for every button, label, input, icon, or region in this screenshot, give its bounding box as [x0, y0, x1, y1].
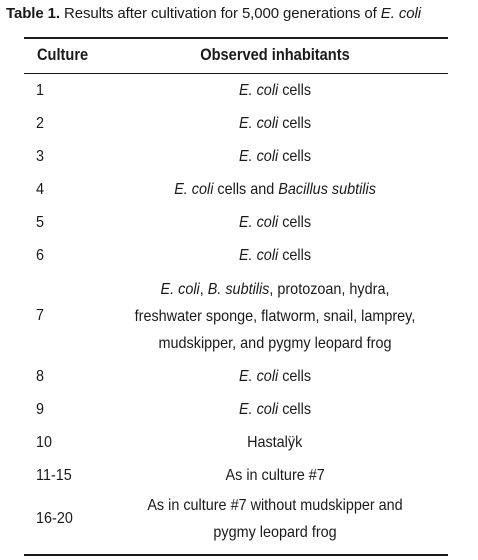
table-row [24, 74, 448, 107]
culture-cell: 4 [36, 180, 45, 198]
culture-cell: 3 [36, 147, 45, 165]
observed-inhabitants-cell [110, 242, 440, 269]
culture-cell: 5 [36, 213, 45, 231]
table-row [24, 459, 448, 492]
italic-text: E. coli [238, 115, 279, 132]
italic-text: E. coli [238, 214, 279, 231]
text: As in culture #7 [225, 467, 325, 484]
caption-organism: E. coli [380, 5, 421, 22]
observed-inhabitants-cell [110, 176, 440, 203]
text: cells [278, 214, 312, 231]
text: , protozoan, hydra, freshwater sponge, flatworm, snail, lamprey, mudskipper, and pygmy leopard frog [134, 280, 416, 352]
observed-inhabitants-cell [110, 110, 440, 137]
text: , [199, 280, 208, 298]
culture-cell: 9 [36, 400, 45, 418]
observed-inhabitants-cell [110, 143, 440, 170]
text: cells [278, 148, 312, 165]
table-row [24, 426, 448, 459]
culture-cell: 2 [36, 114, 45, 132]
culture-cell: 11-15 [36, 466, 72, 484]
caption-text: Results after cultivation for 5,000 generations of [64, 5, 377, 22]
table-caption [6, 5, 421, 22]
italic-text: E. coli [238, 148, 279, 165]
observed-inhabitants-cell [110, 276, 440, 357]
table-row [24, 239, 448, 272]
culture-cell: 10 [36, 433, 53, 451]
culture-cell: 16-20 [36, 510, 73, 527]
italic-text: B. subtilis [207, 280, 270, 298]
text: cells [278, 247, 312, 264]
text: cells [278, 401, 312, 418]
italic-text: E. coli [238, 82, 279, 99]
culture-cell: 1 [36, 81, 45, 99]
table-row [24, 107, 448, 140]
header-observed-inhabitants: Observed inhabitants [200, 45, 350, 64]
text: Hastalÿk [247, 434, 303, 451]
text: cells and [213, 181, 279, 198]
text: cells [278, 115, 312, 132]
observed-inhabitants-cell [110, 363, 440, 390]
italic-text: E. coli [160, 280, 200, 298]
table-row [24, 140, 448, 173]
table-top-rule [24, 37, 448, 39]
observed-inhabitants-cell [110, 462, 440, 489]
italic-text: E. coli [238, 247, 279, 264]
header-culture: Culture [37, 45, 89, 64]
italic-text: Bacillus subtilis [278, 181, 376, 198]
italic-text: E. coli [238, 368, 279, 385]
observed-inhabitants-cell [110, 77, 440, 104]
table-row [24, 272, 448, 360]
italic-text: E. coli [238, 401, 279, 418]
observed-inhabitants-cell [110, 209, 440, 236]
table-row [24, 492, 448, 546]
table-row [24, 173, 448, 206]
table-row [24, 360, 448, 393]
table-row [24, 206, 448, 239]
italic-text: E. coli [174, 181, 214, 198]
observed-inhabitants-cell [110, 492, 440, 546]
text: cells [278, 82, 312, 99]
culture-cell: 7 [36, 307, 45, 324]
text: As in culture #7 without mudskipper and pygmy leopard frog [147, 497, 403, 541]
culture-cell: 6 [36, 246, 45, 264]
table-bottom-rule [24, 554, 448, 556]
observed-inhabitants-cell [110, 396, 440, 423]
table-row [24, 393, 448, 426]
text: cells [278, 368, 312, 385]
culture-cell: 8 [36, 367, 45, 385]
caption-label: Table 1. [6, 5, 60, 22]
table-body [24, 74, 448, 546]
observed-inhabitants-cell [110, 429, 440, 456]
